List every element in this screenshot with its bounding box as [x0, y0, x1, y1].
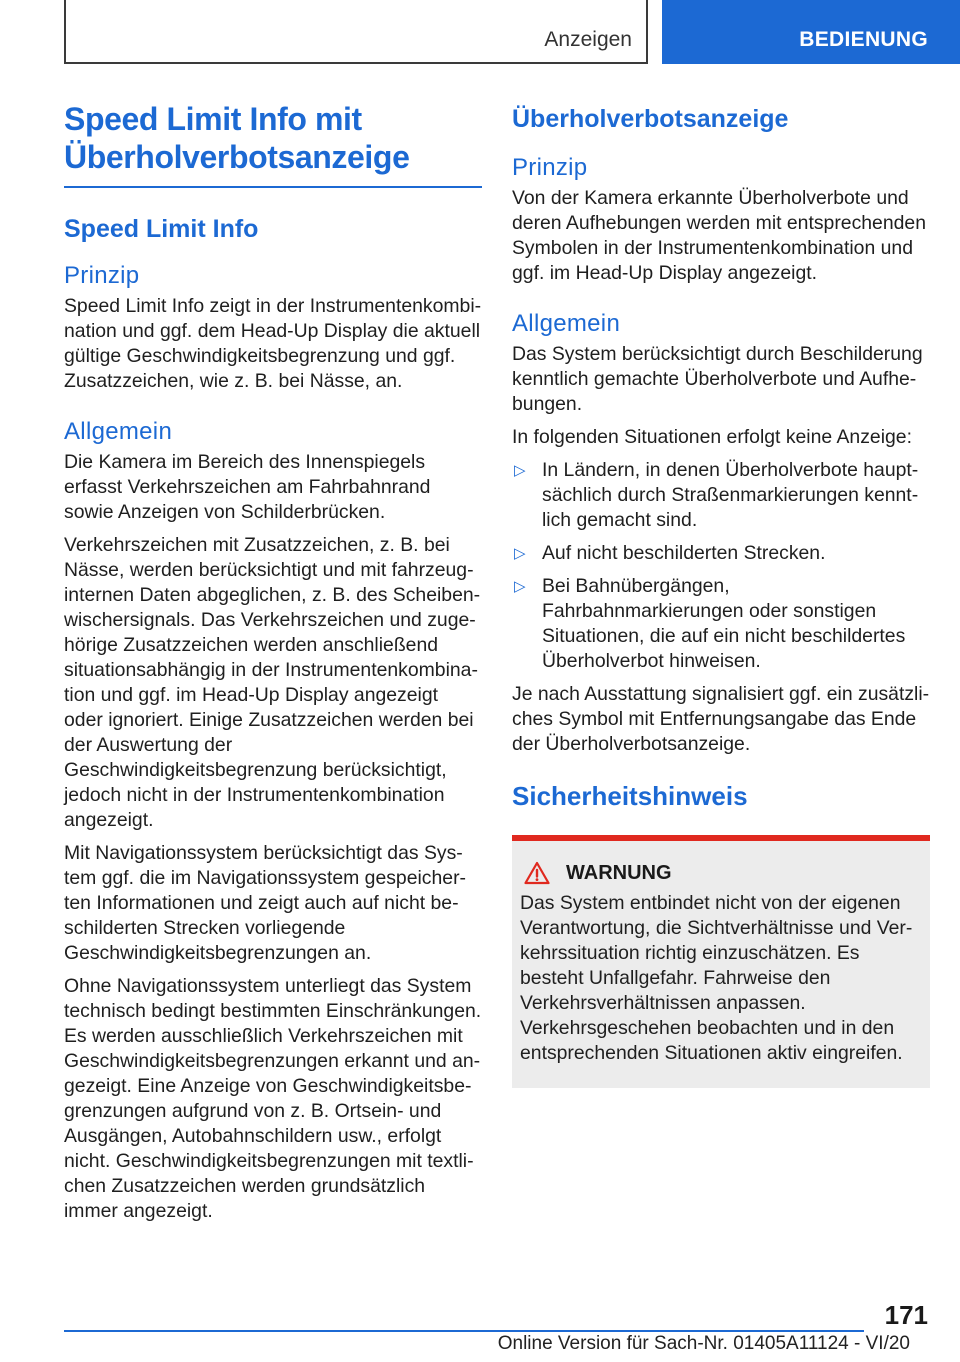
prinzip-heading-left: Prinzip [64, 262, 140, 289]
allgemein-paragraph-4-left: Ohne Navigationssystem unterliegt das System technisch bedingt bestimmten Einschränkungen. Es werden ausschließlich Verkehrszeichen mit Geschwindigkeitsbegrenzungen erkannt und angezeigt. Eine Anzeige von Geschwindigkeitsbegrenzungen aufgrund von z. B. Ortsein- und Ausgängen, Autobahnschildern usw., erfolgt nicht. Geschwindigkeitsbegrenzungen mit textlichen Zusatzzeichen werden grundsätzlich immer angezeigt. [64, 975, 482, 1222]
allgemein-heading-right: Allgemein [512, 310, 621, 337]
header-chapter-tab [662, 0, 960, 64]
triangle-bullet-icon: ▷ [514, 545, 526, 562]
prinzip-text-right: Von der Kamera erkannte Überholverbote und deren Aufhebungen werden mit entsprechenden Symbolen in der Instrumentenkombination und ggf. im Head-Up Display angezeigt. [512, 187, 926, 284]
header-section-tab [64, 0, 648, 64]
list-item: ▷ Auf nicht beschilderten Strecken. [514, 542, 826, 564]
allgemein-heading-left: Allgemein [64, 418, 173, 445]
left-column [64, 100, 482, 1224]
prinzip-heading-right: Prinzip [512, 154, 588, 181]
warning-header [520, 861, 922, 885]
page-title-line-1: Speed Limit Info mit [64, 101, 362, 137]
allgemein-paragraph-2-left: Verkehrszeichen mit Zusatzzeichen, z. B. bei Nässe, werden berücksichtigt und mit fahrzeuginternen Daten abgeglichen, z. B. des Scheibenwischersignals. Das Verkehrszeichen und zugehörige Zusatzzeichen werden anschließend situationsabhängig in der Instrumentenkombination und ggf. im Head-Up Display angezeigt oder ignoriert. Einige Zusatzzeichen werden bei der Auswertung der Geschwindigkeitsbegrenzung berücksichtigt, jedoch nicht in der Instrumentenkombination angezeigt. [64, 534, 481, 831]
header-section-label: Anzeigen [544, 28, 632, 51]
title-divider [64, 186, 482, 188]
prinzip-text-left: Speed Limit Info zeigt in der Instrumentenkombination und ggf. dem Head-Up Display die aktuell gültige Geschwindigkeitsbegrenzung und ggf. Zusatzzeichen, wie z. B. bei Nässe, an. [64, 295, 482, 392]
page-title [64, 100, 482, 176]
ueberholverbot-heading: Überholverbotsanzeige [512, 105, 789, 133]
warning-box [512, 835, 930, 1088]
online-version-note: Online Version für Sach-Nr. 01405A11124 - VI/20 [497, 1333, 910, 1354]
allgemein-paragraph-2-right: In folgenden Situationen erfolgt keine Anzeige: [512, 426, 912, 448]
page-title-line-2: Überholverbotsanzeige [64, 139, 410, 175]
sicherheitshinweis-heading: Sicherheitshinweis [512, 781, 748, 811]
header-chapter-label: BEDIENUNG [799, 28, 928, 51]
triangle-bullet-icon: ▷ [514, 462, 526, 479]
speed-limit-info-heading: Speed Limit Info [64, 215, 259, 243]
allgemein-paragraph-1-right: Das System berücksichtigt durch Beschilderung kenntlich gemachte Überholverbote und Aufhebungen. [512, 343, 923, 415]
allgemein-paragraph-3-right: Je nach Ausstattung signalisiert ggf. ein zusätzliches Symbol mit Entfernungsangabe das Ende der Überholverbotsanzeige. [512, 683, 930, 755]
footer-divider [64, 1330, 864, 1332]
list-item: ▷ In Ländern, in denen Überholverbote hauptsächlich durch Straßenmarkierungen kenntlich gemacht sind. [514, 459, 919, 531]
page-number: 171 [884, 1300, 928, 1330]
triangle-bullet-icon: ▷ [514, 578, 526, 595]
no-display-list [512, 458, 930, 674]
allgemein-paragraph-1-left: Die Kamera im Bereich des Innenspiegels erfasst Verkehrszeichen am Fahrbahnrand sowie Anzeigen von Schilderbrücken. [64, 451, 431, 523]
allgemein-paragraph-3-left: Mit Navigationssystem berücksichtigt das System ggf. die im Navigationssystem gespeicherten Informationen und zeigt auch auf nicht beschilderten Strecken vorliegende Geschwindigkeitsbegrenzungen an. [64, 842, 466, 964]
warning-label: WARNUNG [566, 861, 672, 884]
warning-triangle-icon [524, 861, 550, 885]
warning-text: Das System entbindet nicht von der eigenen Verantwortung, die Sichtverhältnisse und Verkehrssituation richtig einzuschätzen. Es besteht Unfallgefahr. Fahrweise den Verkehrsverhältnissen anpassen. Verkehrsgeschehen beobachten und in den entsprechenden Situationen aktiv eingreifen. [520, 892, 913, 1064]
list-item: ▷ Bei Bahnübergängen, Fahrbahnmarkierungen oder sonstigen Situationen, die auf ein nicht beschildertes Überholverbot hinweisen. [514, 575, 906, 672]
right-column [512, 104, 930, 1088]
